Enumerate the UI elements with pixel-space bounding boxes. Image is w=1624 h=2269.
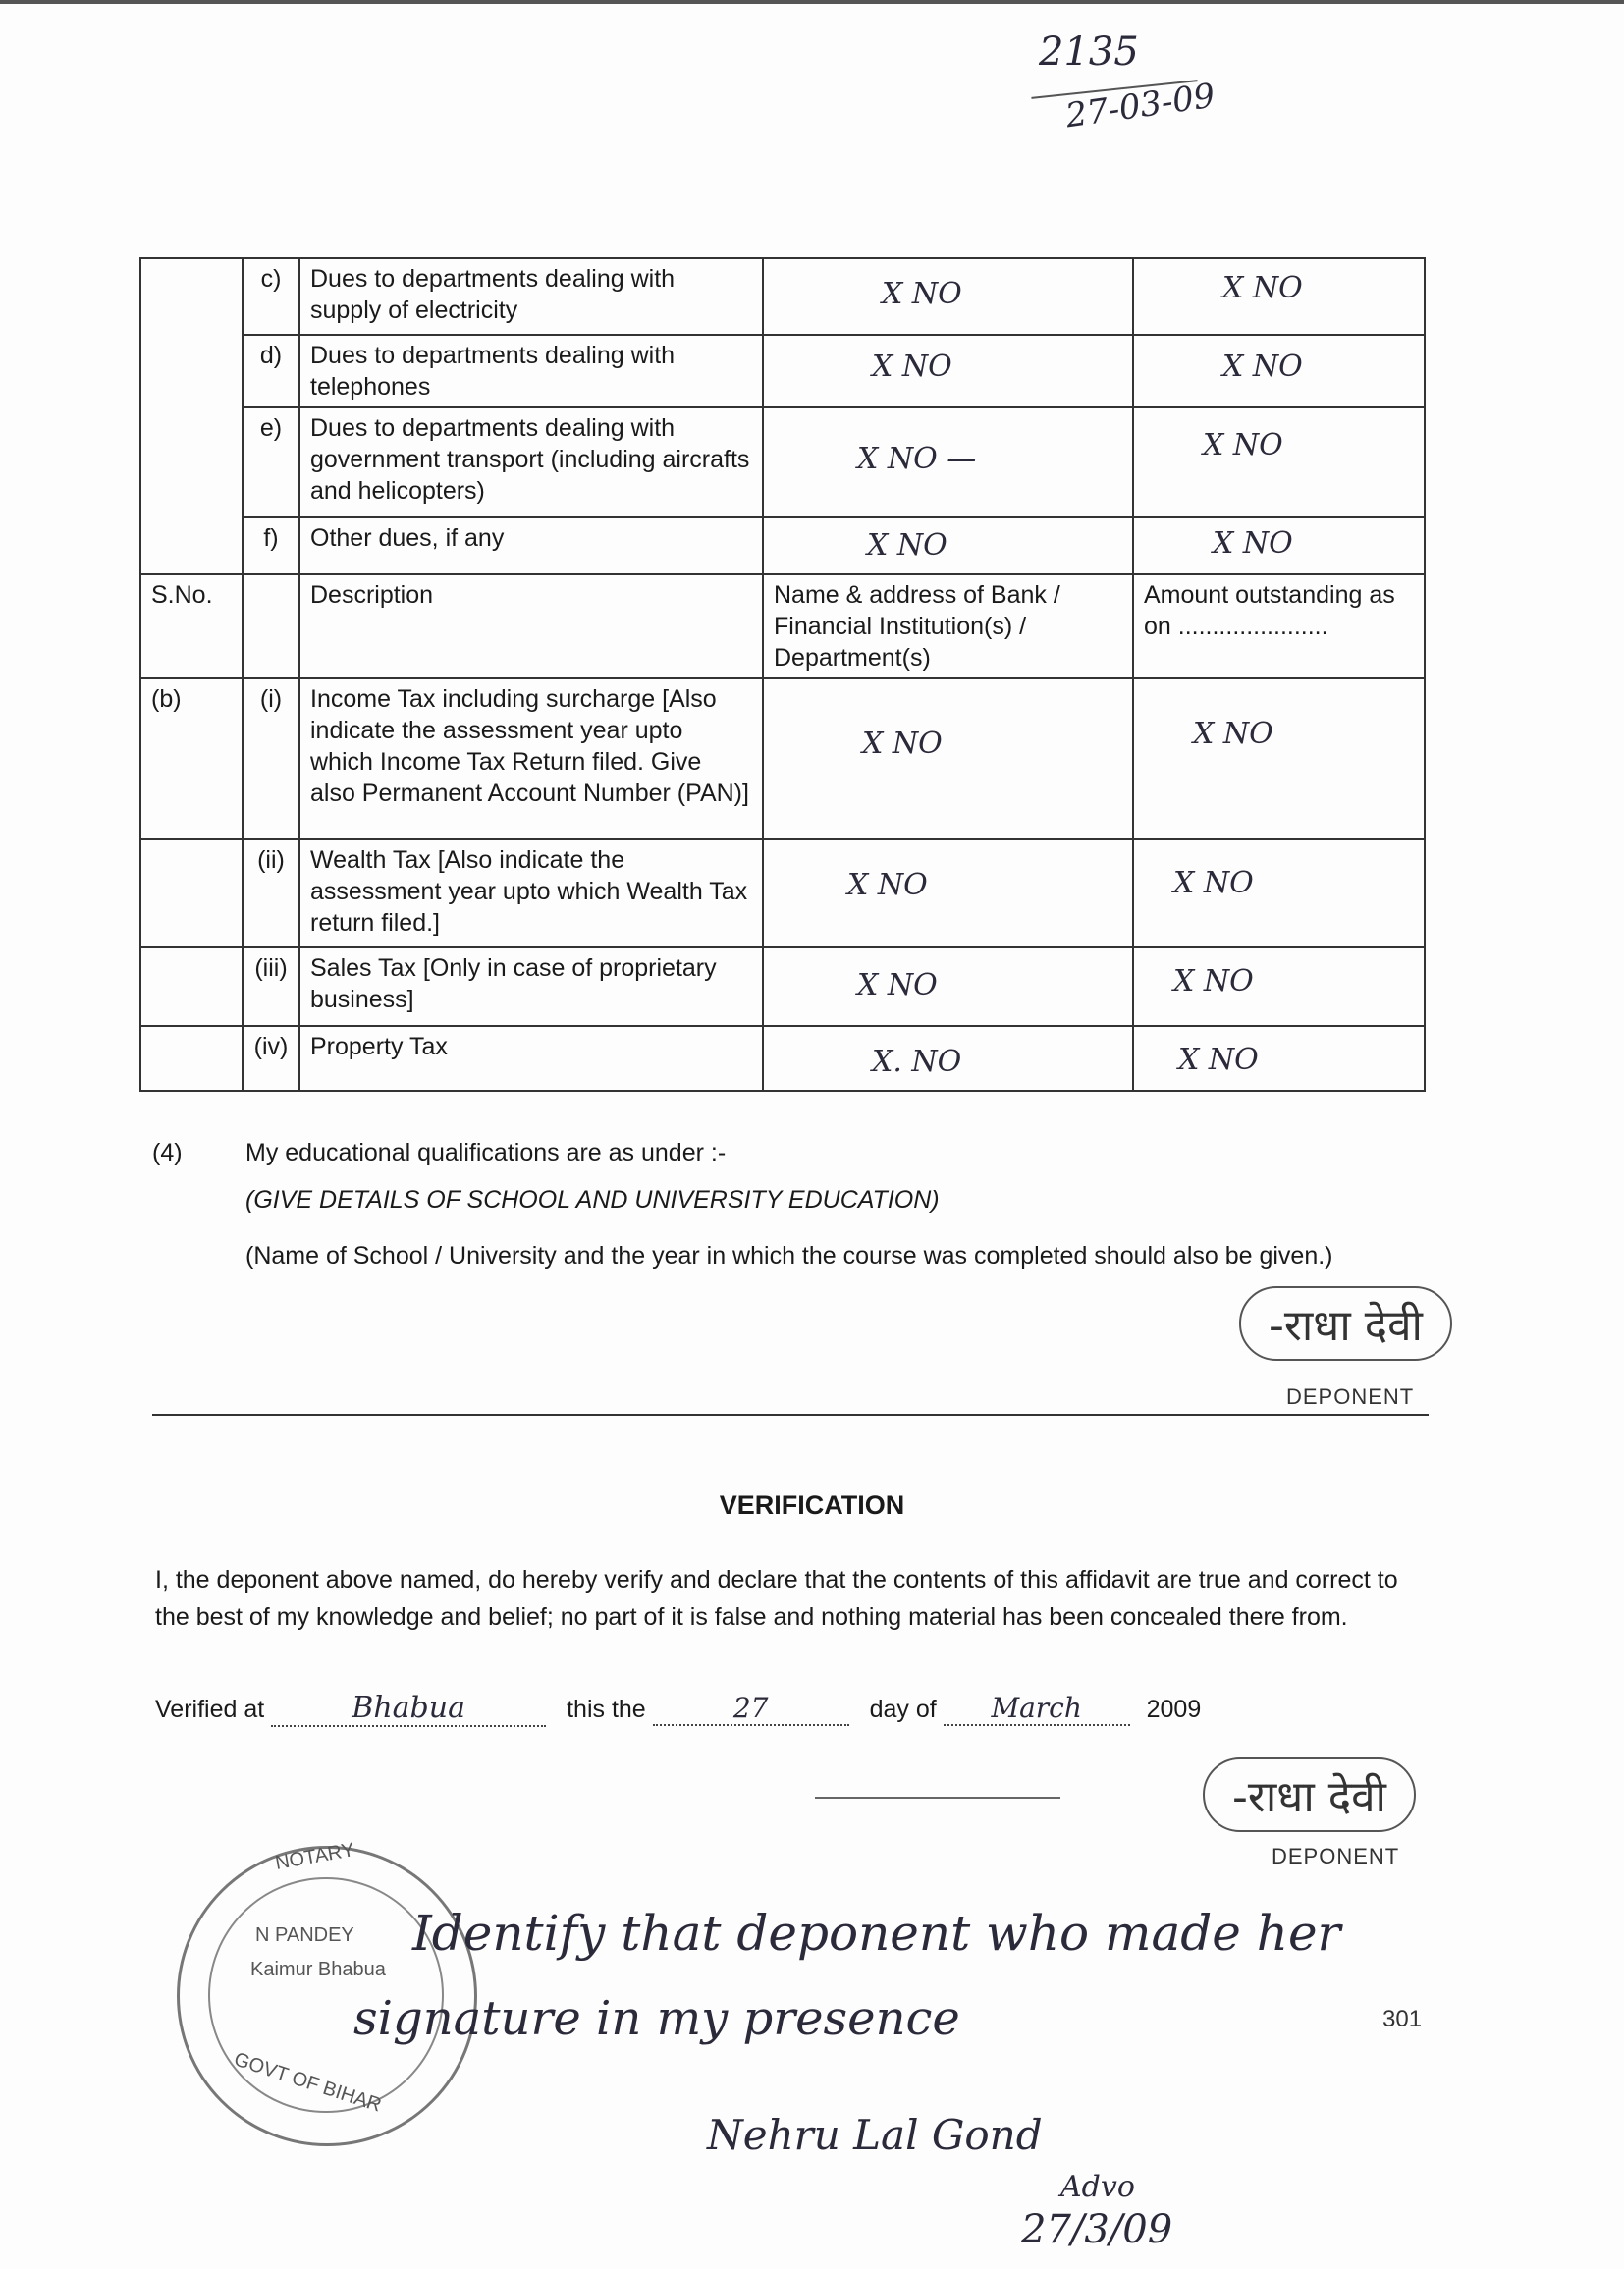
- sub-cell: (i): [243, 678, 299, 839]
- handwritten-mark: X NO: [1222, 271, 1303, 305]
- handwritten-mark: X NO: [867, 528, 947, 563]
- section-4-line1: My educational qualifications are as under :-: [245, 1139, 727, 1166]
- seal-place-text: Kaimur Bhabua: [250, 1959, 386, 1980]
- sub-cell: (ii): [243, 839, 299, 947]
- table-row: [140, 335, 1425, 407]
- amount-cell: [1133, 258, 1425, 335]
- bank-cell: [763, 258, 1133, 335]
- seal-bottom-text: GOVT OF BIHAR: [231, 2048, 385, 2117]
- handwritten-mark: X NO —: [857, 442, 977, 476]
- handwritten-mark: X NO: [1222, 350, 1303, 384]
- bank-cell: [763, 335, 1133, 407]
- sub-cell: e): [243, 407, 299, 517]
- handwritten-mark: X NO: [857, 968, 938, 1002]
- handwritten-mark: X NO: [862, 727, 943, 761]
- separator-line: [152, 1414, 1429, 1416]
- notary-date: 27/3/09: [1021, 2207, 1173, 2252]
- desc-cell: Wealth Tax [Also indicate the assessment year upto which Wealth Tax return filed.]: [299, 839, 763, 947]
- verification-title: VERIFICATION: [719, 1490, 905, 1520]
- table-row: [140, 407, 1425, 517]
- handwritten-mark: X NO: [1173, 866, 1254, 900]
- amount-cell: [1133, 678, 1425, 839]
- sub-cell: d): [243, 335, 299, 407]
- bank-cell: [763, 517, 1133, 574]
- seal-name-text: N PANDEY: [255, 1924, 354, 1946]
- deponent-signature-2: -राधा देवी: [1203, 1757, 1416, 1832]
- day-of-label: day of: [869, 1696, 937, 1723]
- table-row: [140, 947, 1425, 1026]
- section-4-line3: (Name of School / University and the year in which the course was completed should also be given.): [245, 1242, 1333, 1270]
- sub-cell: f): [243, 517, 299, 574]
- desc-cell: Sales Tax [Only in case of proprietary business]: [299, 947, 763, 1026]
- amount-cell: [1133, 517, 1425, 574]
- table-header-row: [140, 574, 1425, 678]
- verified-month: March: [991, 1692, 1082, 1724]
- handwritten-mark: X. NO: [872, 1045, 962, 1079]
- amount-cell: [1133, 335, 1425, 407]
- verified-day: 27: [732, 1692, 769, 1724]
- deponent-label-2: DEPONENT: [1272, 1844, 1400, 1868]
- amount-cell: [1133, 839, 1425, 947]
- sub-cell: (iv): [243, 1026, 299, 1091]
- deponent-signature-1: -राधा देवी: [1239, 1286, 1452, 1361]
- sub-cell: c): [243, 258, 299, 335]
- section-4-line2: (GIVE DETAILS OF SCHOOL AND UNIVERSITY EDUCATION): [245, 1186, 940, 1214]
- top-note-number: 2135: [1039, 29, 1139, 75]
- sno-cell: [140, 258, 243, 574]
- desc-cell: Dues to departments dealing with telephones: [299, 335, 763, 407]
- notary-title: Advo: [1060, 2170, 1135, 2204]
- notary-note-line2: signature in my presence: [353, 1991, 960, 2046]
- amount-cell: [1133, 947, 1425, 1026]
- header-amount: Amount outstanding as on ......................: [1133, 574, 1425, 678]
- table-row: [140, 258, 1425, 335]
- verified-at-label: Verified at: [155, 1696, 265, 1723]
- desc-cell: Dues to departments dealing with supply of electricity: [299, 258, 763, 335]
- deponent-label-1: DEPONENT: [1286, 1384, 1415, 1409]
- top-note-date: 27-03-09: [1062, 76, 1218, 136]
- page-number: 301: [1382, 2006, 1423, 2032]
- seal-top-text: NOTARY: [273, 1839, 356, 1874]
- handwritten-mark: X NO: [882, 277, 962, 311]
- desc-cell: Property Tax: [299, 1026, 763, 1091]
- handwritten-mark: X NO: [1193, 717, 1273, 751]
- table-row: [140, 517, 1425, 574]
- handwritten-mark: X NO: [847, 868, 928, 902]
- handwritten-mark: X NO: [1173, 964, 1254, 999]
- sub-cell: (iii): [243, 947, 299, 1026]
- handwritten-mark: X NO: [1178, 1043, 1259, 1077]
- verified-year: 2009: [1146, 1696, 1202, 1723]
- sno-cell: [140, 839, 243, 947]
- handwritten-mark: X NO: [1213, 526, 1293, 561]
- notary-name: Nehru Lal Gond: [707, 2111, 1043, 2159]
- desc-cell: Dues to departments dealing with government transport (including aircrafts and helicopters): [299, 407, 763, 517]
- handwritten-mark: X NO: [872, 350, 952, 384]
- sno-cell: [140, 1026, 243, 1091]
- bank-cell: [763, 947, 1133, 1026]
- header-sno: S.No.: [140, 574, 243, 678]
- top-border-line: [0, 0, 1624, 4]
- header-description: Description: [299, 574, 763, 678]
- verification-text: I, the deponent above named, do hereby verify and declare that the contents of this affidavit are true and correct to the best of my knowledge and belief; no part of it is false and nothing material has been concealed there from.: [155, 1566, 1398, 1631]
- desc-cell: Other dues, if any: [299, 517, 763, 574]
- bank-cell: [763, 678, 1133, 839]
- desc-cell: Income Tax including surcharge [Also indicate the assessment year upto which Income Tax Return filed. Give also Permanent Account Number (PAN)]: [299, 678, 763, 839]
- notary-note-line1: Identify that deponent who made her: [412, 1905, 1341, 1962]
- table-row: [140, 678, 1425, 839]
- handwritten-mark: X NO: [1203, 428, 1283, 462]
- sno-cell: (b): [140, 678, 243, 839]
- bank-cell: [763, 407, 1133, 517]
- bank-cell: [763, 1026, 1133, 1091]
- amount-cell: [1133, 1026, 1425, 1091]
- section-4-number: (4): [152, 1139, 183, 1166]
- sno-cell: [140, 947, 243, 1026]
- dues-table: [139, 257, 1426, 1092]
- table-row: [140, 1026, 1425, 1091]
- blank-line: [815, 1797, 1060, 1799]
- amount-cell: [1133, 407, 1425, 517]
- this-the-label: this the: [567, 1696, 646, 1723]
- verified-place: Bhabua: [352, 1691, 465, 1725]
- header-bank: Name & address of Bank / Financial Institution(s) / Department(s): [763, 574, 1133, 678]
- verified-line: [155, 1691, 1432, 1727]
- table-row: [140, 839, 1425, 947]
- header-sub: [243, 574, 299, 678]
- bank-cell: [763, 839, 1133, 947]
